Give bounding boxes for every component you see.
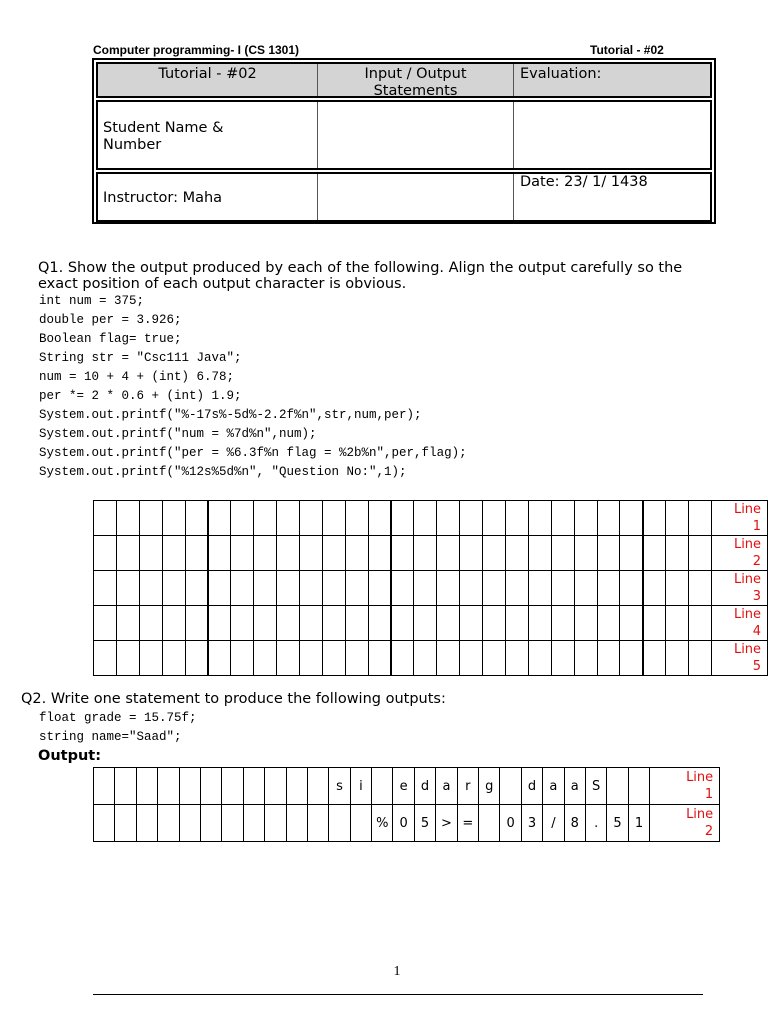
- topic-line-1: Input / Output: [364, 66, 467, 82]
- answer-cell[interactable]: [208, 606, 231, 641]
- output-char-cell: [243, 805, 264, 842]
- answer-cell[interactable]: [460, 501, 483, 536]
- answer-cell[interactable]: [208, 641, 231, 676]
- answer-cell[interactable]: [322, 501, 345, 536]
- output-char-cell: d: [414, 768, 435, 805]
- line-label-word: Line: [733, 642, 762, 657]
- student-number-field[interactable]: [514, 102, 710, 168]
- answer-cell[interactable]: [185, 641, 208, 676]
- output-char-cell: [479, 805, 500, 842]
- answer-cell[interactable]: [231, 606, 254, 641]
- answer-cell[interactable]: [620, 501, 643, 536]
- q2-code: [39, 709, 197, 747]
- answer-cell[interactable]: [391, 571, 414, 606]
- line-label-number: 4: [752, 624, 762, 639]
- output-char-cell: [286, 768, 307, 805]
- instructor-blank-cell: [318, 174, 514, 220]
- output-char-cell: [222, 805, 243, 842]
- answer-cell[interactable]: [414, 641, 437, 676]
- output-row: [94, 768, 720, 805]
- answer-cell[interactable]: [139, 536, 162, 571]
- answer-cell[interactable]: [437, 536, 460, 571]
- answer-cell[interactable]: [437, 606, 460, 641]
- output-char-cell: 0: [500, 805, 521, 842]
- answer-cell[interactable]: [483, 571, 506, 606]
- answer-cell[interactable]: [551, 501, 574, 536]
- topic-cell: [318, 64, 514, 99]
- q1-question: Q1. Show the output produced by each of the following. Align the output carefully so the exact position of each output character is obvious.: [38, 260, 683, 292]
- answer-cell[interactable]: [94, 536, 117, 571]
- line-label-word: Line: [733, 502, 762, 517]
- answer-cell[interactable]: [322, 606, 345, 641]
- answer-cell[interactable]: [391, 536, 414, 571]
- answer-cell[interactable]: [345, 606, 368, 641]
- answer-cell[interactable]: [528, 641, 551, 676]
- answer-cell[interactable]: [528, 501, 551, 536]
- answer-cell[interactable]: [437, 501, 460, 536]
- answer-cell[interactable]: [116, 501, 139, 536]
- answer-cell[interactable]: [437, 571, 460, 606]
- answer-cell[interactable]: [597, 571, 620, 606]
- answer-cell[interactable]: [254, 536, 277, 571]
- answer-cell[interactable]: [689, 641, 712, 676]
- answer-cell[interactable]: [414, 501, 437, 536]
- answer-cell[interactable]: [574, 641, 597, 676]
- grid-row: [94, 571, 768, 606]
- answer-cell[interactable]: [162, 536, 185, 571]
- answer-cell[interactable]: [139, 641, 162, 676]
- answer-cell[interactable]: [551, 571, 574, 606]
- answer-cell[interactable]: [643, 641, 666, 676]
- answer-cell[interactable]: [551, 606, 574, 641]
- answer-cell[interactable]: [689, 571, 712, 606]
- evaluation-cell: Evaluation:: [520, 66, 602, 82]
- answer-cell[interactable]: [322, 641, 345, 676]
- answer-cell[interactable]: [597, 501, 620, 536]
- answer-cell[interactable]: [574, 606, 597, 641]
- student-label-line-1: Student Name &: [103, 120, 224, 136]
- answer-cell[interactable]: [185, 536, 208, 571]
- answer-cell[interactable]: [391, 606, 414, 641]
- output-char-cell: [350, 805, 371, 842]
- answer-cell[interactable]: [620, 606, 643, 641]
- line-label-number: 2: [752, 554, 762, 569]
- line-label-3: [712, 571, 768, 606]
- answer-cell[interactable]: [460, 606, 483, 641]
- answer-cell[interactable]: [506, 606, 529, 641]
- answer-cell[interactable]: [551, 536, 574, 571]
- q2-question: Q2. Write one statement to produce the following outputs:: [21, 691, 446, 707]
- instructor-row: [96, 172, 712, 222]
- answer-cell[interactable]: [506, 536, 529, 571]
- output-char-cell: [500, 768, 521, 805]
- code-line: num = 10 + 4 + (int) 6.78;: [39, 370, 235, 384]
- answer-cell[interactable]: [666, 501, 689, 536]
- output-char-cell: [372, 768, 393, 805]
- line-label-1: [712, 501, 768, 536]
- output-char-cell: [200, 805, 221, 842]
- answer-cell[interactable]: [139, 571, 162, 606]
- info-table: [92, 58, 716, 224]
- line-label-word: Line: [733, 607, 762, 622]
- answer-cell[interactable]: [620, 536, 643, 571]
- answer-cell[interactable]: [597, 536, 620, 571]
- code-line: System.out.printf("%12s%5d%n", "Question No:",1);: [39, 465, 407, 479]
- course-title: Computer programming- I (CS 1301): [93, 43, 300, 57]
- grid-row: [94, 641, 768, 676]
- student-label-line-2: Number: [103, 137, 162, 153]
- answer-cell[interactable]: [620, 571, 643, 606]
- answer-cell[interactable]: [322, 536, 345, 571]
- date-cell: Date: 23/ 1/ 1438: [520, 174, 648, 190]
- code-line: String str = "Csc111 Java";: [39, 351, 242, 365]
- code-line: System.out.printf("num = %7d%n",num);: [39, 427, 317, 441]
- output-char-cell: r: [457, 768, 478, 805]
- answer-cell[interactable]: [139, 606, 162, 641]
- output-char-cell: /: [543, 805, 564, 842]
- answer-cell[interactable]: [277, 641, 300, 676]
- line-label-5: [712, 641, 768, 676]
- output-char-cell: 8: [564, 805, 585, 842]
- output-char-cell: >: [436, 805, 457, 842]
- answer-cell[interactable]: [208, 536, 231, 571]
- line-label-4: [712, 606, 768, 641]
- answer-cell[interactable]: [345, 571, 368, 606]
- answer-cell[interactable]: [116, 606, 139, 641]
- output-label: Output:: [38, 748, 102, 764]
- answer-cell[interactable]: [368, 571, 391, 606]
- answer-cell[interactable]: [116, 536, 139, 571]
- answer-cell[interactable]: [300, 501, 323, 536]
- answer-cell[interactable]: [368, 536, 391, 571]
- line-label-2: [712, 536, 768, 571]
- answer-cell[interactable]: [208, 571, 231, 606]
- line-label-word: Line: [733, 537, 762, 552]
- grid-row: [94, 606, 768, 641]
- output-char-cell: [200, 768, 221, 805]
- answer-cell[interactable]: [231, 501, 254, 536]
- line-label-number: 2: [704, 824, 714, 839]
- answer-cell[interactable]: [162, 501, 185, 536]
- line-label-number: 5: [752, 659, 762, 674]
- output-char-cell: [265, 768, 286, 805]
- student-label-cell: [98, 102, 318, 168]
- answer-cell[interactable]: [231, 571, 254, 606]
- answer-cell[interactable]: [528, 536, 551, 571]
- answer-cell[interactable]: [322, 571, 345, 606]
- answer-cell[interactable]: [254, 641, 277, 676]
- output-char-cell: %: [372, 805, 393, 842]
- answer-cell[interactable]: [277, 501, 300, 536]
- output-char-cell: i: [350, 768, 371, 805]
- code-line: int num = 375;: [39, 294, 145, 308]
- answer-cell[interactable]: [597, 606, 620, 641]
- tutorial-tag: Tutorial - #02: [590, 43, 664, 57]
- code-line: System.out.printf("per = %6.3f%n flag = %2b%n",per,flag);: [39, 446, 467, 460]
- answer-cell[interactable]: [185, 571, 208, 606]
- answer-cell[interactable]: [689, 501, 712, 536]
- output-char-cell: [243, 768, 264, 805]
- student-name-field[interactable]: [318, 102, 514, 168]
- q1-output-grid: [93, 500, 768, 676]
- answer-cell[interactable]: [689, 606, 712, 641]
- answer-cell[interactable]: [345, 501, 368, 536]
- answer-cell[interactable]: [139, 501, 162, 536]
- answer-cell[interactable]: [643, 571, 666, 606]
- answer-cell[interactable]: [300, 571, 323, 606]
- answer-cell[interactable]: [116, 571, 139, 606]
- answer-cell[interactable]: [483, 641, 506, 676]
- line-label-2: [650, 805, 720, 842]
- code-line: Boolean flag= true;: [39, 332, 182, 346]
- page-number: 1: [393, 964, 401, 979]
- answer-cell[interactable]: [551, 641, 574, 676]
- answer-cell[interactable]: [574, 501, 597, 536]
- answer-cell[interactable]: [277, 606, 300, 641]
- output-char-cell: [307, 805, 328, 842]
- output-char-cell: a: [564, 768, 585, 805]
- answer-cell[interactable]: [391, 641, 414, 676]
- answer-cell[interactable]: [94, 571, 117, 606]
- answer-cell[interactable]: [483, 501, 506, 536]
- output-char-cell: s: [329, 768, 350, 805]
- answer-cell[interactable]: [94, 606, 117, 641]
- answer-cell[interactable]: [254, 571, 277, 606]
- info-table-header-row: [96, 62, 712, 98]
- answer-cell[interactable]: [414, 536, 437, 571]
- answer-cell[interactable]: [506, 501, 529, 536]
- answer-cell[interactable]: [528, 606, 551, 641]
- answer-cell[interactable]: [574, 571, 597, 606]
- output-char-cell: [94, 768, 115, 805]
- answer-cell[interactable]: [528, 571, 551, 606]
- output-char-cell: 1: [628, 805, 649, 842]
- answer-cell[interactable]: [254, 606, 277, 641]
- answer-cell[interactable]: [506, 571, 529, 606]
- output-char-cell: [628, 768, 649, 805]
- answer-cell[interactable]: [277, 536, 300, 571]
- answer-cell[interactable]: [666, 536, 689, 571]
- code-line: double per = 3.926;: [39, 313, 182, 327]
- q2-output-grid: [93, 767, 720, 842]
- output-char-cell: a: [543, 768, 564, 805]
- answer-cell[interactable]: [94, 641, 117, 676]
- answer-cell[interactable]: [300, 606, 323, 641]
- footer-rule: [93, 994, 703, 995]
- answer-cell[interactable]: [116, 641, 139, 676]
- answer-cell[interactable]: [483, 606, 506, 641]
- output-char-cell: 3: [521, 805, 542, 842]
- output-char-cell: [158, 805, 179, 842]
- code-line: System.out.printf("%-17s%-5d%-2.2f%n",str,num,per);: [39, 408, 422, 422]
- line-label-number: 1: [752, 519, 762, 534]
- output-char-cell: e: [393, 768, 414, 805]
- output-char-cell: [136, 805, 157, 842]
- answer-cell[interactable]: [666, 571, 689, 606]
- answer-cell[interactable]: [368, 501, 391, 536]
- answer-cell[interactable]: [345, 536, 368, 571]
- answer-cell[interactable]: [231, 641, 254, 676]
- answer-cell[interactable]: [460, 641, 483, 676]
- answer-cell[interactable]: [254, 501, 277, 536]
- output-char-cell: =: [457, 805, 478, 842]
- output-char-cell: [115, 768, 136, 805]
- output-char-cell: 0: [393, 805, 414, 842]
- answer-cell[interactable]: [597, 641, 620, 676]
- code-line: per *= 2 * 0.6 + (int) 1.9;: [39, 389, 242, 403]
- output-char-cell: [158, 768, 179, 805]
- answer-cell[interactable]: [162, 641, 185, 676]
- instructor-cell: Instructor: Maha: [98, 174, 318, 220]
- answer-cell[interactable]: [231, 536, 254, 571]
- output-char-cell: [286, 805, 307, 842]
- output-char-cell: a: [436, 768, 457, 805]
- answer-cell[interactable]: [666, 641, 689, 676]
- line-label-word: Line: [733, 572, 762, 587]
- answer-cell[interactable]: [689, 536, 712, 571]
- output-char-cell: [136, 768, 157, 805]
- output-char-cell: 5: [414, 805, 435, 842]
- answer-cell[interactable]: [460, 536, 483, 571]
- answer-cell[interactable]: [277, 571, 300, 606]
- output-char-cell: S: [585, 768, 606, 805]
- output-char-cell: d: [521, 768, 542, 805]
- answer-cell[interactable]: [300, 536, 323, 571]
- output-char-cell: g: [479, 768, 500, 805]
- line-label-number: 1: [704, 787, 714, 802]
- answer-cell[interactable]: [666, 606, 689, 641]
- line-label-word: Line: [686, 770, 714, 785]
- answer-cell[interactable]: [643, 501, 666, 536]
- student-row: [96, 100, 712, 170]
- topic-line-2: Statements: [373, 83, 458, 99]
- answer-cell[interactable]: [643, 536, 666, 571]
- code-line: float grade = 15.75f;: [39, 711, 197, 725]
- code-line: string name="Saad";: [39, 730, 182, 744]
- answer-cell[interactable]: [208, 501, 231, 536]
- answer-cell[interactable]: [368, 606, 391, 641]
- output-char-cell: [307, 768, 328, 805]
- q1-code: [39, 292, 467, 482]
- line-label-word: Line: [686, 807, 714, 822]
- answer-cell[interactable]: [185, 501, 208, 536]
- answer-cell[interactable]: [414, 571, 437, 606]
- answer-cell[interactable]: [162, 571, 185, 606]
- output-row: [94, 805, 720, 842]
- output-char-cell: [179, 805, 200, 842]
- answer-cell[interactable]: [574, 536, 597, 571]
- answer-cell[interactable]: [437, 641, 460, 676]
- grid-row: [94, 536, 768, 571]
- output-char-cell: [179, 768, 200, 805]
- answer-cell[interactable]: [391, 501, 414, 536]
- output-char-cell: [329, 805, 350, 842]
- output-char-cell: [222, 768, 243, 805]
- tutorial-cell: Tutorial - #02: [98, 64, 318, 96]
- answer-cell[interactable]: [460, 571, 483, 606]
- grid-row: [94, 501, 768, 536]
- line-label-1: [650, 768, 720, 805]
- output-char-cell: .: [585, 805, 606, 842]
- answer-cell[interactable]: [300, 641, 323, 676]
- answer-cell[interactable]: [162, 606, 185, 641]
- answer-cell[interactable]: [506, 641, 529, 676]
- answer-cell[interactable]: [94, 501, 117, 536]
- answer-cell[interactable]: [345, 641, 368, 676]
- output-char-cell: 5: [607, 805, 628, 842]
- answer-cell[interactable]: [643, 606, 666, 641]
- answer-cell[interactable]: [620, 641, 643, 676]
- output-char-cell: [94, 805, 115, 842]
- output-char-cell: [115, 805, 136, 842]
- answer-cell[interactable]: [414, 606, 437, 641]
- answer-cell[interactable]: [483, 536, 506, 571]
- output-char-cell: [265, 805, 286, 842]
- answer-cell[interactable]: [185, 606, 208, 641]
- output-char-cell: [607, 768, 628, 805]
- line-label-number: 3: [752, 589, 762, 604]
- answer-cell[interactable]: [368, 641, 391, 676]
